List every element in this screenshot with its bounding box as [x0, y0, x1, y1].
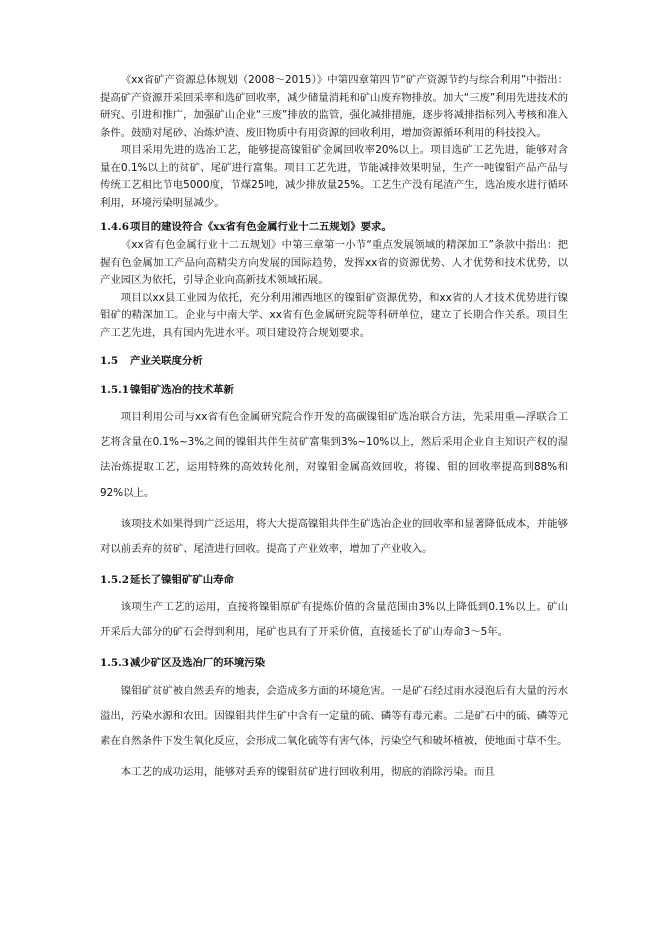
section-1-5-3-body — [100, 679, 568, 786]
section-1-5-1-body — [100, 405, 568, 562]
heading-text: 延长了镍钼矿矿山寿命 — [130, 574, 234, 587]
paragraph-project-process: 项目采用先进的选冶工艺，能够提高镍钼矿金属回收率20%以上。项目选矿工艺先进，能够对含量在0.1%以上的贫矿、尾矿进行富集。项目工艺先进，节能减排效果明显，生产一吨镍钼产品产品与传统工艺相比节电5000度，节煤25吨，减少排放量25%。工艺生产没有尾渣产生，选冶废水进行循环利用，环境污染明显减少。 — [100, 144, 568, 209]
paragraph-mine-life: 该项生产工艺的运用，直接将镍钼原矿有提炼价值的含量范围由3%以上降低到0.1%以上。矿山开采后大部分的矿石会得到利用，尾矿也具有了开采价值，直接延长了矿山寿命3～5年。 — [100, 601, 568, 639]
heading-1-4-6 — [100, 217, 568, 237]
heading-1-5-2 — [100, 569, 568, 591]
paragraph-industrial-park: 项目以xx县工业园为依托，充分利用湘西地区的镍钼矿资源优势，和xx省的人才技术优势进行镍钼矿的精深加工。企业与中南大学、xx省有色金属研究院等科研单位，建立了长期合作关系。项目生产工艺先进，具有国内先进水平。项目建设符合规划要求。 — [100, 291, 568, 339]
heading-text: 项目的建设符合《xx省有色金属行业十二五规划》要求。 — [130, 221, 392, 233]
paragraph-technology: 项目利用公司与xx省有色金属研究院合作开发的高碳镍钼矿选冶联合方法，先采用重—浮联合工艺将含量在0.1%~3%之间的镍钼共伴生贫矿富集到3%~10%以上，然后采用企业自主知识产权的湿法冶炼提取工艺，运用特殊的高效转化剂，对镍钼金属高效回收，将镍、钼的回收率提高到88%和92%以上。 — [100, 411, 568, 499]
heading-number: 1.5 — [100, 355, 119, 367]
paragraph-mineral-plan: 《xx省矿产资源总体规划（2008～2015）》中第四章第四节“矿产资源节约与综合利用”中指出：提高矿产资源开采回采率和选矿回收率，减少储量消耗和矿山废弃物排放。加大“三废”利用先进技术的研究、引进和推广，加强矿山企业“三废”排放的监管，强化减排措施，逐步将减排指标列入考核和准入条件。鼓励对尾砂、冶炼炉渣、废旧物质中有用资源的回收利用，增加资源循环利用的科技投入。 — [100, 74, 568, 139]
heading-number: 1.4.6 — [100, 221, 129, 233]
paragraph-environment-harm: 镍钼矿贫矿被自然丢弃的地表，会造成多方面的环境危害。一是矿石经过雨水浸泡后有大量的污水溢出，污染水源和农田。因镍钼共伴生矿中含有一定量的硫、磷等有毒元素。二是矿石中的硫、磷等元素在自然条件下发生氧化反应，会形成二氧化硫等有害气体，污染空气和破坏植被，使地面寸草不生。 — [100, 684, 568, 748]
heading-number: 1.5.3 — [100, 656, 129, 669]
heading-1-5 — [100, 350, 568, 372]
paragraph-metal-plan: 《xx省有色金属行业十二五规划》中第三章第一小节“重点发展领域的精深加工”条款中指出：把握有色金属加工产品向高精尖方向发展的国际趋势，发挥xx省的资源优势、人才优势和技术优势，以产业园区为依托，引导企业向高新技术领域拓展。 — [100, 239, 568, 286]
section-1-4-5-body — [100, 72, 568, 212]
heading-text: 产业关联度分析 — [130, 355, 203, 367]
section-1-5-2-body — [100, 595, 568, 645]
paragraph-application: 该项技术如果得到广泛运用，将大大提高镍钼共伴生矿选冶企业的回收率和显著降低成本，并能够对以前丢弃的贫矿、尾渣进行回收。提高了产业效率，增加了产业收入。 — [100, 517, 568, 556]
section-1-4-6-body — [100, 237, 568, 342]
heading-number: 1.5.2 — [100, 574, 129, 587]
heading-number: 1.5.1 — [100, 384, 129, 396]
heading-1-5-3 — [100, 651, 568, 675]
heading-text: 减少矿区及选冶厂的环境污染 — [130, 656, 266, 669]
paragraph-pollution-removal: 本工艺的成功运用，能够对丢弃的镍钼贫矿进行回收利用，彻底的消除污染。而且 — [120, 766, 495, 779]
heading-1-5-1 — [100, 379, 568, 401]
document-body — [100, 72, 568, 785]
heading-text: 镍钼矿选冶的技术革新 — [130, 384, 234, 396]
